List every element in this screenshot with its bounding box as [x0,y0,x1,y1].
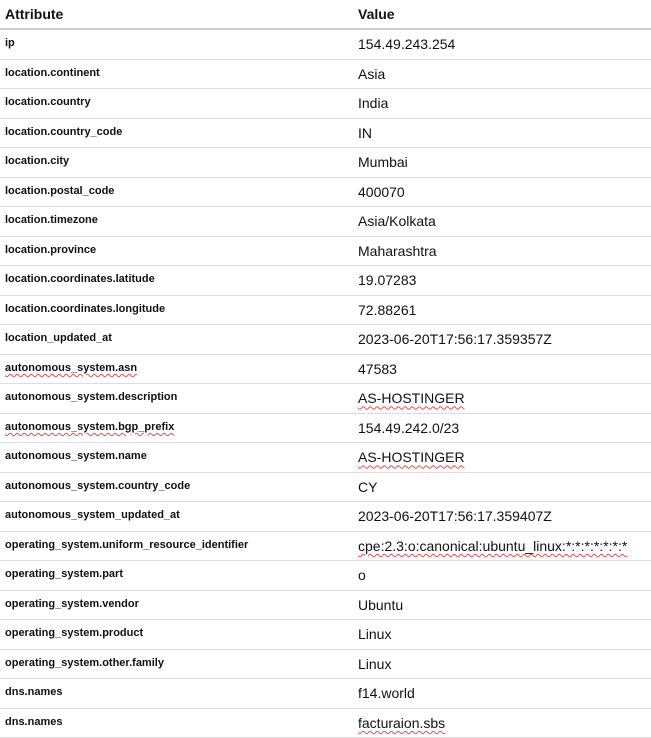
value-cell: Maharashtra [356,236,651,266]
value-cell: 72.88261 [356,295,651,325]
value-cell: 154.49.243.254 [356,29,651,59]
attribute-text: autonomous_system.bgp_prefix [5,420,175,433]
value-cell: 19.07283 [356,266,651,296]
attribute-cell: location.country_code [0,118,356,148]
value-cell: Linux [356,620,651,650]
table-row [0,89,651,119]
attribute-cell: autonomous_system.description [0,384,356,414]
table-row [0,679,651,709]
table-row [0,148,651,178]
attribute-cell: operating_system.other.family [0,649,356,679]
attribute-cell: location.timezone [0,207,356,237]
attribute-cell: location.postal_code [0,177,356,207]
value-cell [356,531,651,561]
table-row [0,413,651,443]
table-row [0,325,651,355]
value-cell: f14.world [356,679,651,709]
attribute-cell [0,413,356,443]
value-cell: Asia [356,59,651,89]
attribute-cell: ip [0,29,356,59]
table-row [0,531,651,561]
value-text: facturaion.sbs [358,714,446,731]
attribute-column-header: Attribute [0,0,356,29]
table-row [0,384,651,414]
value-text: AS-HOSTINGER [358,390,465,407]
value-cell [356,443,651,473]
table-row [0,561,651,591]
value-cell: 47583 [356,354,651,384]
table-row [0,295,651,325]
table-row [0,590,651,620]
table-header-row [0,0,651,29]
value-cell: CY [356,472,651,502]
table-row [0,354,651,384]
attribute-cell: autonomous_system_updated_at [0,502,356,532]
attribute-cell: location.country [0,89,356,119]
attribute-cell: location.city [0,148,356,178]
attribute-cell: autonomous_system.country_code [0,472,356,502]
value-cell: 2023-06-20T17:56:17.359407Z [356,502,651,532]
value-text: cpe:2.3:o:canonical:ubuntu_linux:*:*:*:*:*:*:* [358,537,628,554]
attribute-cell: location_updated_at [0,325,356,355]
table-row [0,443,651,473]
attribute-cell: operating_system.vendor [0,590,356,620]
attribute-cell: dns.names [0,708,356,738]
value-cell: Asia/Kolkata [356,207,651,237]
attribute-cell: operating_system.uniform_resource_identifier [0,531,356,561]
table-row [0,207,651,237]
value-cell: 154.49.242.0/23 [356,413,651,443]
value-cell: India [356,89,651,119]
value-cell: 2023-06-20T17:56:17.359357Z [356,325,651,355]
attribute-cell: dns.names [0,679,356,709]
value-cell: Mumbai [356,148,651,178]
value-cell: o [356,561,651,591]
table-row [0,649,651,679]
table-row [0,236,651,266]
table-row [0,177,651,207]
table-row [0,29,651,59]
table-row [0,266,651,296]
value-column-header: Value [356,0,651,29]
table-row [0,502,651,532]
attribute-cell: operating_system.product [0,620,356,650]
table-row [0,118,651,148]
value-cell: 400070 [356,177,651,207]
value-cell: Linux [356,649,651,679]
value-cell [356,384,651,414]
table-row [0,708,651,738]
value-cell: Ubuntu [356,590,651,620]
attribute-cell: location.province [0,236,356,266]
table-row [0,620,651,650]
attribute-cell [0,354,356,384]
attribute-cell: location.continent [0,59,356,89]
value-cell: IN [356,118,651,148]
table-row [0,472,651,502]
attribute-cell: operating_system.part [0,561,356,591]
value-text: AS-HOSTINGER [358,449,465,466]
table-row [0,59,651,89]
attribute-cell: location.coordinates.latitude [0,266,356,296]
attribute-cell: autonomous_system.name [0,443,356,473]
attribute-text: autonomous_system.asn [5,361,138,374]
value-cell [356,708,651,738]
attribute-cell: location.coordinates.longitude [0,295,356,325]
